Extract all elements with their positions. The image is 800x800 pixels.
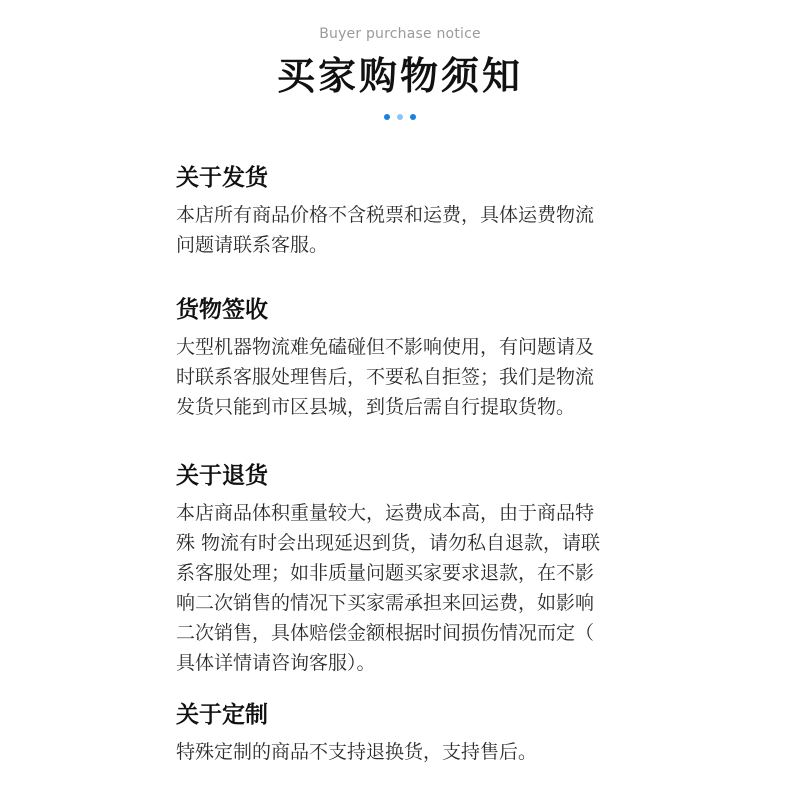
section-returns <box>176 460 636 678</box>
section-body: 本店所有商品价格不含税票和运费，具体运费物流 问题请联系客服。 <box>176 204 595 256</box>
section-receipt <box>176 294 636 422</box>
decoration-dot <box>410 114 416 120</box>
section-custom <box>176 699 636 767</box>
section-title: 关于发货 <box>176 165 268 191</box>
page-header <box>0 24 800 120</box>
section-title: 货物签收 <box>176 297 268 323</box>
section-title: 关于退货 <box>176 463 268 489</box>
page-subtitle: Buyer purchase notice <box>319 26 481 42</box>
section-shipping <box>176 162 636 260</box>
decoration-dot <box>384 114 390 120</box>
section-body: 特殊定制的商品不支持退换货，支持售后。 <box>176 741 538 763</box>
title-dots-decoration <box>0 114 800 120</box>
page-title: 买家购物须知 <box>276 54 523 98</box>
section-title: 关于定制 <box>176 702 268 728</box>
section-body: 大型机器物流难免磕碰但不影响使用，有问题请及 时联系客服处理售后，不要私自拒签；我们是物流 发货只能到市区县城，到货后需自行提取货物。 <box>176 336 595 418</box>
decoration-dot <box>397 114 403 120</box>
section-body: 本店商品体积重量较大，运费成本高，由于商品特 殊 物流有时会出现延迟到货，请勿私自退款，请联 系客服处理；如非质量问题买家要求退款，在不影 响二次销售的情况下买家需承担来回运费，如影响 二次销售，具体赔偿金额根据时间损伤情况而定（ 具体详情请咨询客服）。 <box>176 502 601 674</box>
